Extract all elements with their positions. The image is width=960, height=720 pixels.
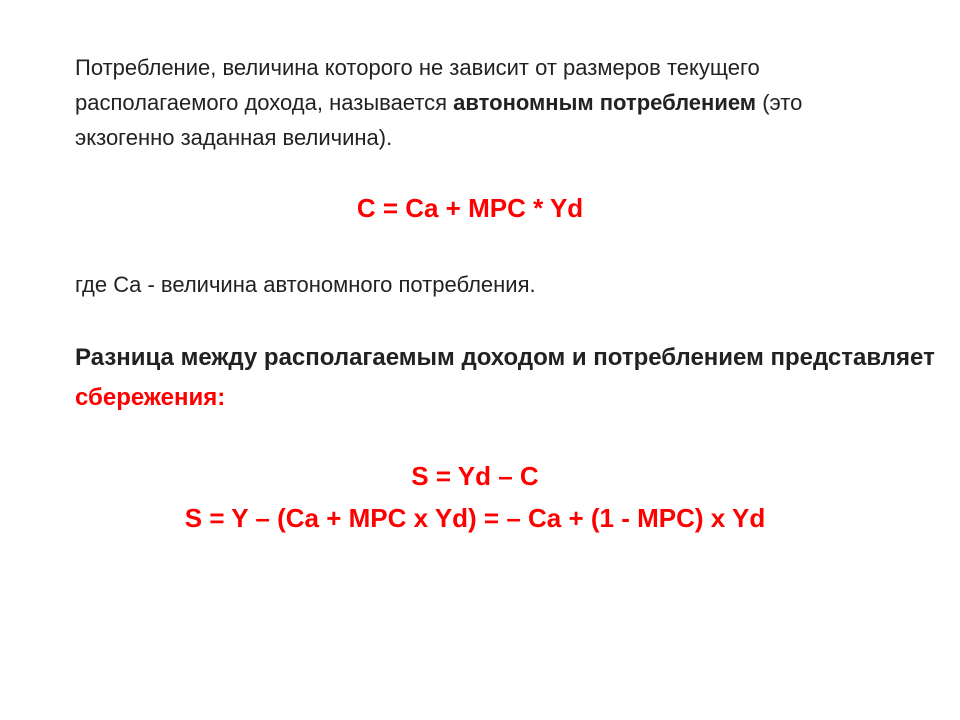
savings-definition: [75, 338, 935, 418]
intro-bold-term: автономным потреблением: [453, 90, 757, 115]
consumption-formula: C = Ca + MPC * Yd: [356, 193, 584, 223]
savings-formula-1: S = Yd – C: [411, 461, 539, 491]
intro-text-end: (это экзогенно заданная величина).: [75, 90, 803, 150]
savings-formula-2: S = Y – (Ca + MPC x Yd) = – Ca + (1 - MPC) x Yd: [184, 503, 766, 533]
intro-text-start: Потребление, величина которого не зависит от размеров текущего располагаемого дохода, называется: [75, 55, 760, 115]
intro-paragraph: [75, 50, 875, 155]
savings-definition-text: Разница между располагаемым доходом и потреблением представляет: [75, 344, 935, 371]
savings-formulas: [0, 455, 950, 539]
savings-highlight: сбережения:: [75, 384, 226, 411]
where-note: где Ca - величина автономного потребления.: [75, 272, 536, 297]
